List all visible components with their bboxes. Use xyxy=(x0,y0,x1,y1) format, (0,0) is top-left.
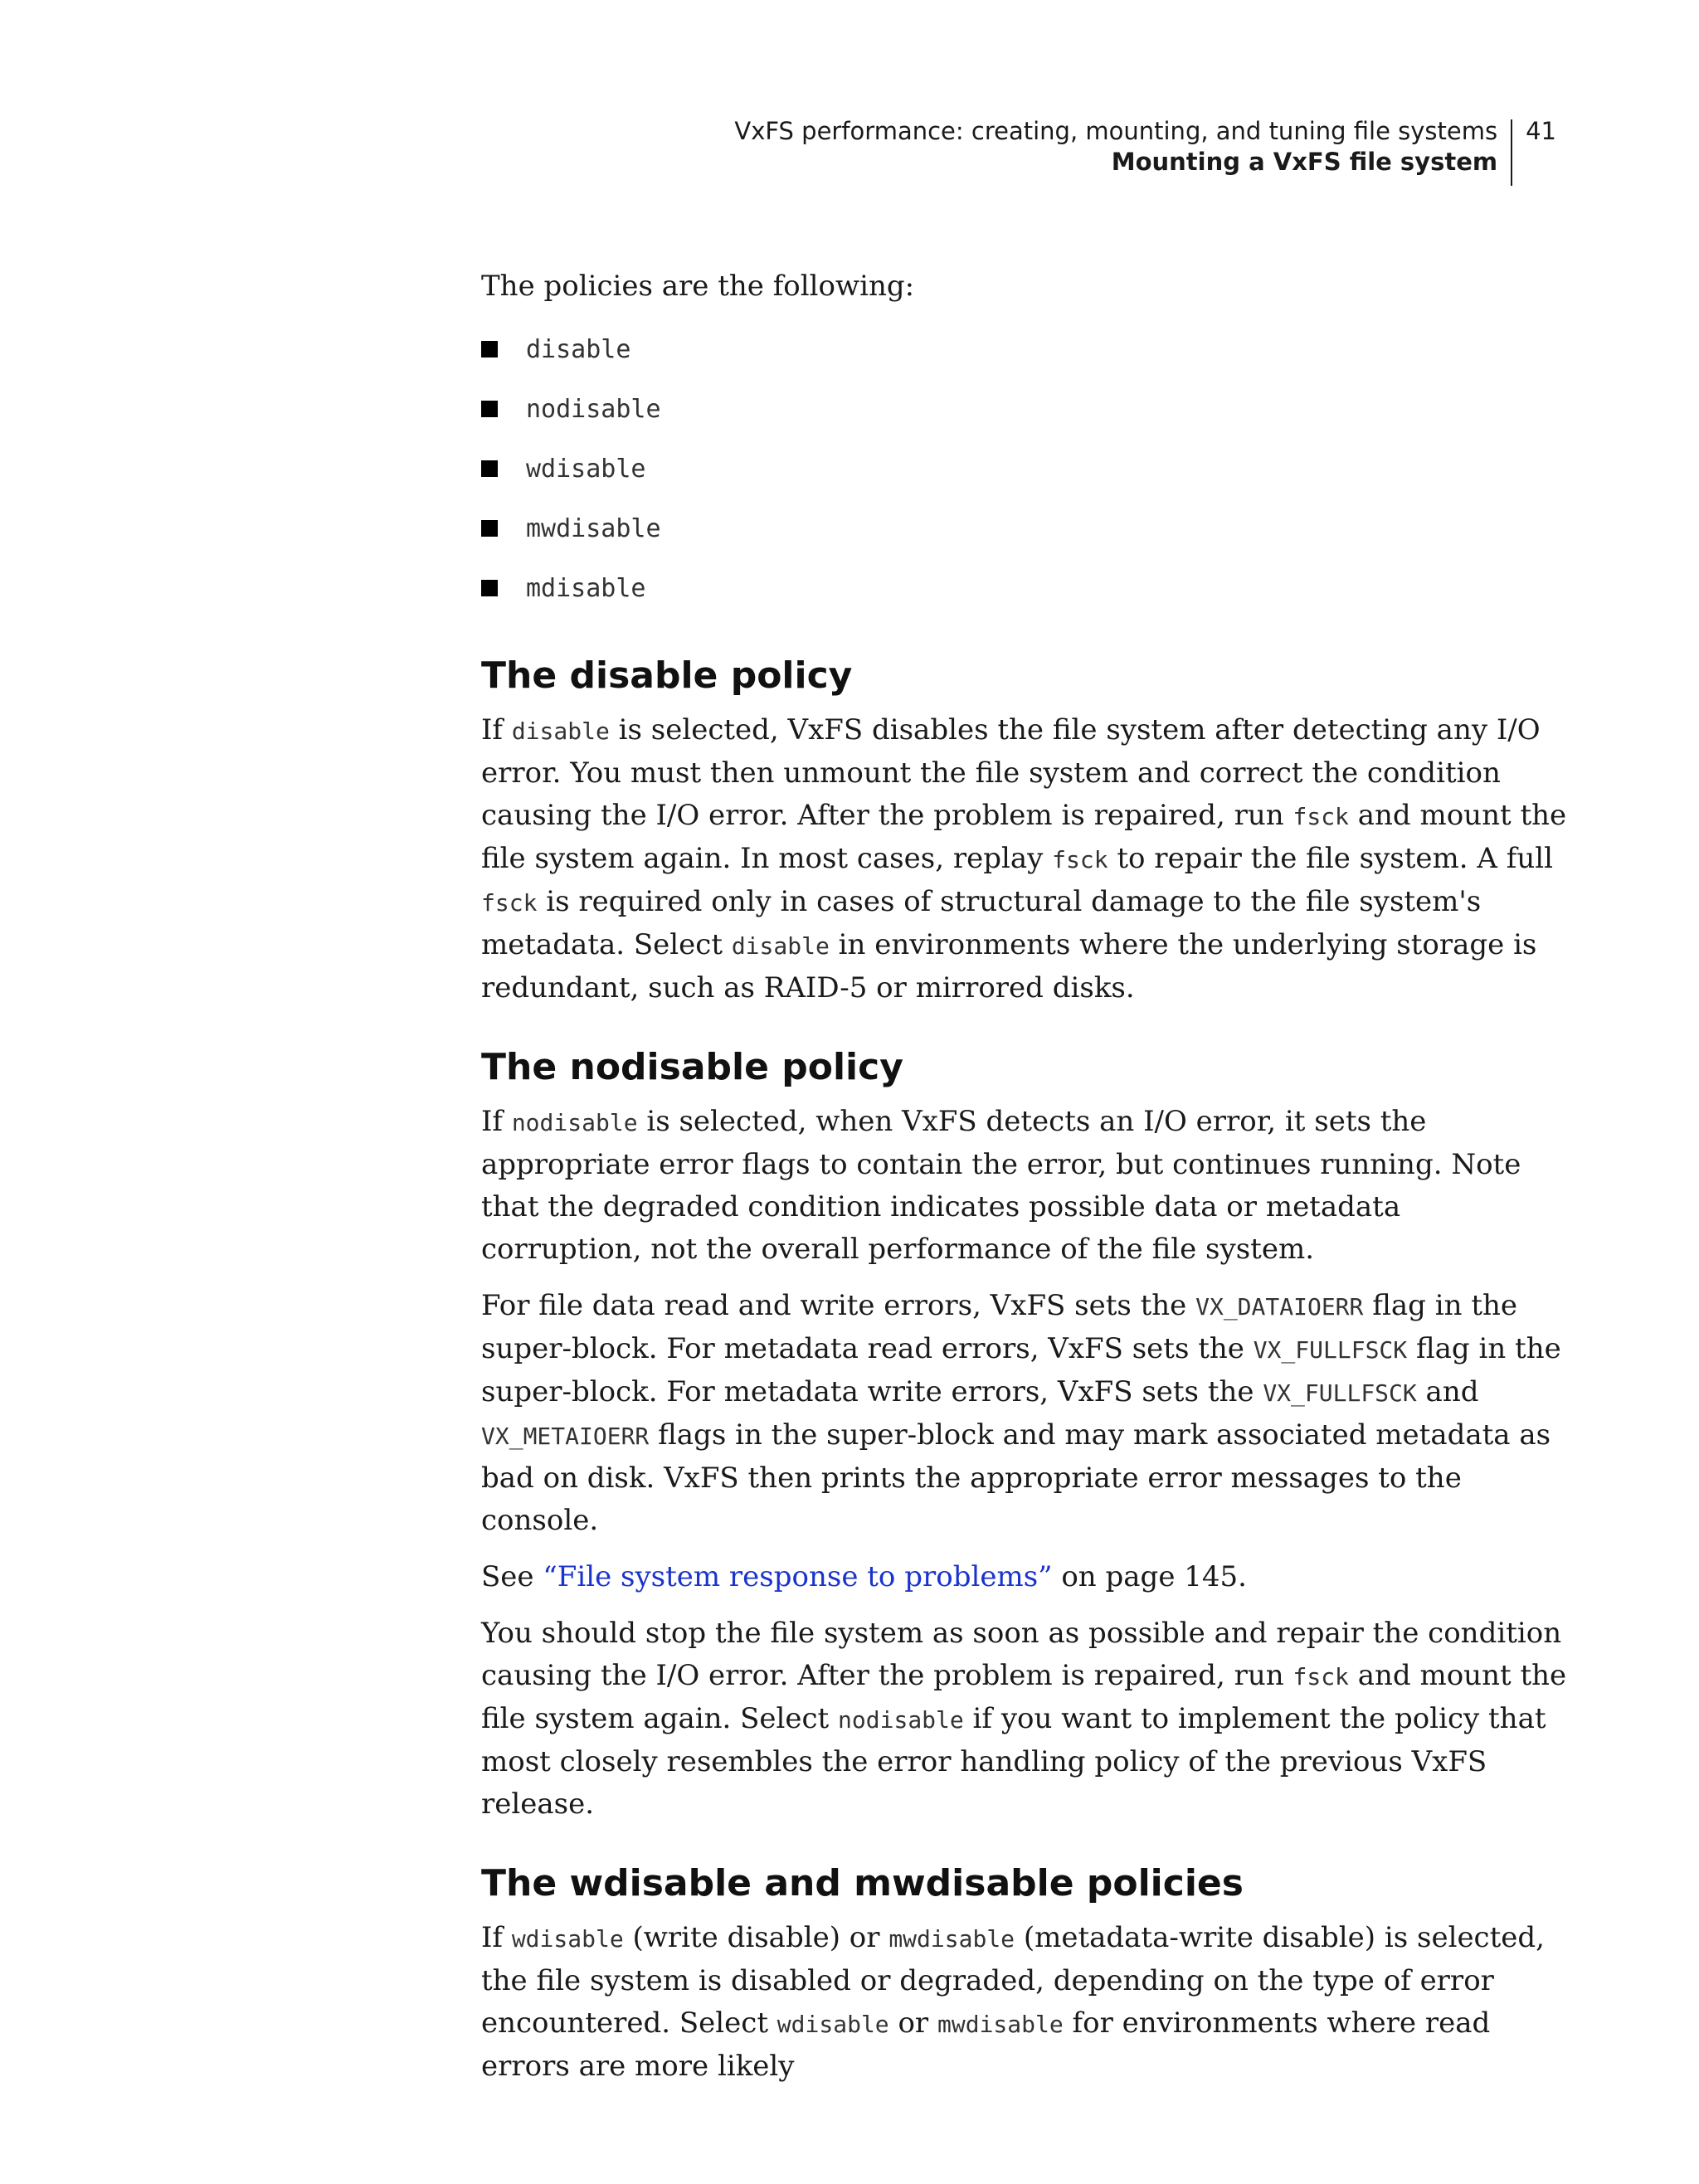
policy-name: wdisable xyxy=(526,454,646,484)
wdisable-paragraph: If wdisable (write disable) or mwdisable (metadata-write disable) is selected, the file system is disabled or degraded, depending on the type of error encountered. Select wdisable or mwdisable for environments where read errors are more likely xyxy=(481,1921,1545,2083)
policy-name: mdisable xyxy=(526,573,646,603)
square-bullet-icon xyxy=(481,401,498,417)
list-item xyxy=(481,379,1568,439)
list-item xyxy=(481,319,1568,379)
chapter-title: VxFS performance: creating, mounting, and tuning file systems xyxy=(734,117,1498,145)
nodisable-paragraph-1: If nodisable is selected, when VxFS detects an I/O error, it sets the appropriate error flags to contain the error, but continues running. Note that the degraded condition indicates possible data or metadata corruption, not the overall performance of the file system. xyxy=(481,1105,1521,1266)
policy-name: nodisable xyxy=(526,394,661,424)
section-heading-nodisable: The nodisable policy xyxy=(481,1046,903,1088)
square-bullet-icon xyxy=(481,341,498,358)
list-item xyxy=(481,499,1568,558)
list-item xyxy=(481,439,1568,499)
intro-text: The policies are the following: xyxy=(481,270,915,303)
policy-list xyxy=(481,319,1568,618)
page-header xyxy=(734,116,1556,186)
page-number: 41 xyxy=(1526,117,1556,145)
square-bullet-icon xyxy=(481,460,498,477)
page-body xyxy=(481,265,1568,2102)
square-bullet-icon xyxy=(481,580,498,596)
policy-name: mwdisable xyxy=(526,513,661,543)
disable-paragraph: If disable is selected, VxFS disables the file system after detecting any I/O error. You must then unmount the file system and correct the condition causing the I/O error. After the problem is repaired, run fsck and mount the file system again. In most cases, replay fsck to repair the file system. A full fsck is required only in cases of structural damage to the file system's metadata. Select disable in environments where the underlying storage is redundant, such as RAID-5 or mirrored disks. xyxy=(481,713,1567,1004)
section-title: Mounting a VxFS file system xyxy=(1111,148,1498,176)
nodisable-paragraph-2: For file data read and write errors, VxFS sets the VX_DATAIOERR flag in the super-block. For metadata read errors, VxFS sets the VX_FULLFSCK flag in the super-block. For metadata write errors, VxFS sets the VX_FULLFSCK and VX_METAIOERR flags in the super-block and may mark associated metadata as bad on disk. VxFS then prints the appropriate error messages to the console. xyxy=(481,1289,1561,1537)
list-item xyxy=(481,558,1568,618)
square-bullet-icon xyxy=(481,520,498,537)
running-header xyxy=(734,116,1511,178)
section-heading-disable: The disable policy xyxy=(481,654,853,697)
policy-name: disable xyxy=(526,334,631,364)
nodisable-paragraph-3: You should stop the file system as soon as possible and repair the condition causing the I/O error. After the problem is repaired, run fsck and mount the file system again. Select nodisable if you want to implement the policy that most closely resembles the error handling policy of the previous VxFS release. xyxy=(481,1617,1567,1821)
xref-link-file-system-response[interactable]: “File system response to problems” xyxy=(543,1560,1053,1593)
section-heading-wdisable: The wdisable and mwdisable policies xyxy=(481,1862,1244,1904)
cross-reference: See “File system response to problems” on page 145. xyxy=(481,1560,1247,1593)
